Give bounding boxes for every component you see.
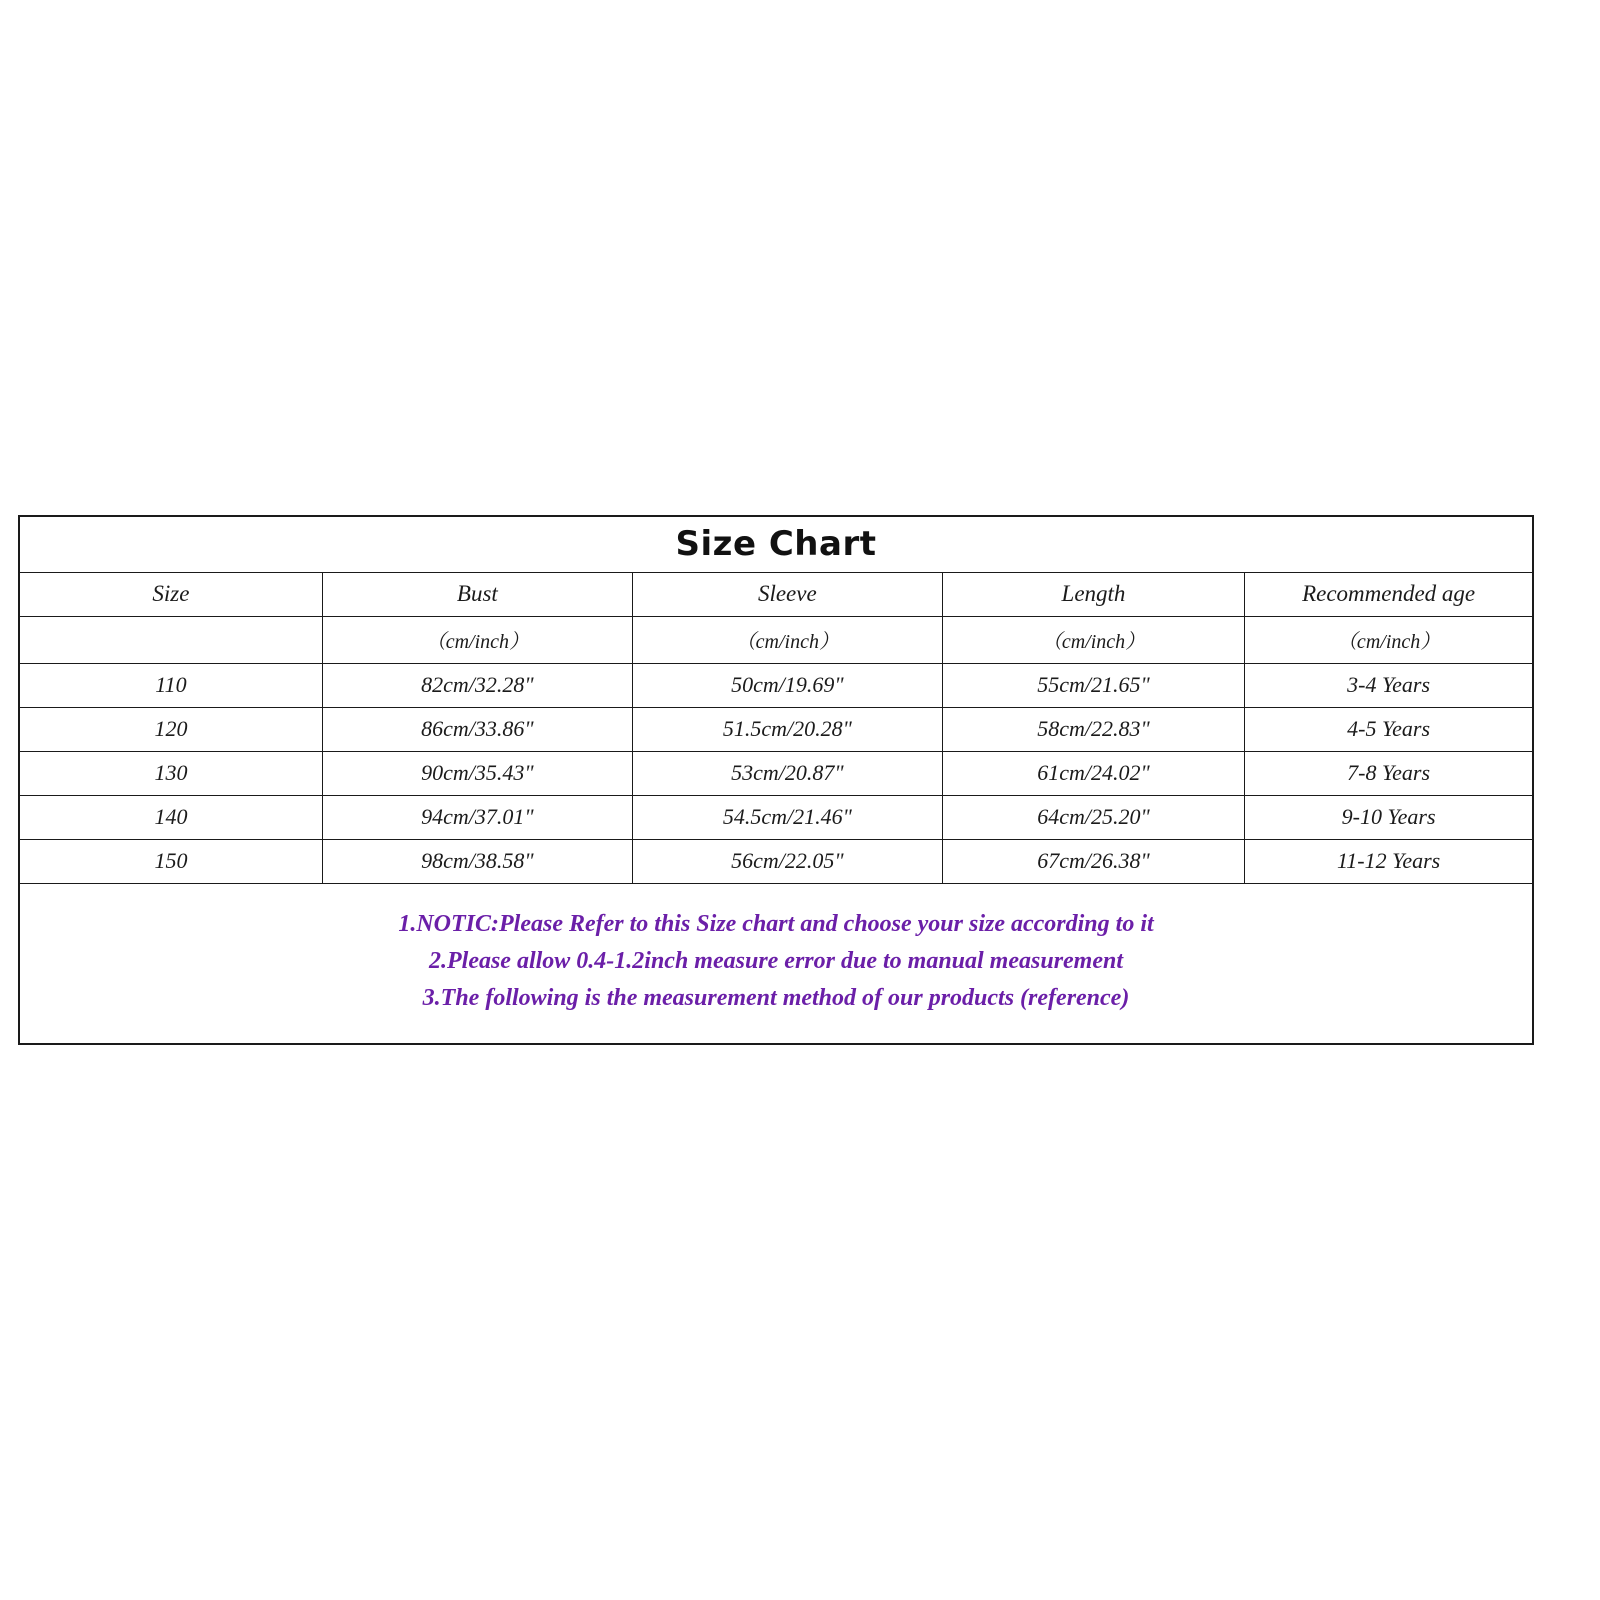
column-header-bust: Bust [322, 572, 632, 616]
table-header-row [20, 572, 1532, 616]
table-row [20, 839, 1532, 883]
column-header-sleeve: Sleeve [632, 572, 942, 616]
cell-length: 61cm/24.02" [942, 751, 1244, 795]
cell-sleeve: 50cm/19.69" [632, 663, 942, 707]
cell-size: 130 [20, 751, 322, 795]
cell-recommended-age: 9-10 Years [1245, 795, 1532, 839]
cell-recommended-age: 11-12 Years [1245, 839, 1532, 883]
cell-sleeve: 53cm/20.87" [632, 751, 942, 795]
cell-recommended-age: 4-5 Years [1245, 707, 1532, 751]
cell-length: 64cm/25.20" [942, 795, 1244, 839]
table-row [20, 707, 1532, 751]
cell-recommended-age: 3-4 Years [1245, 663, 1532, 707]
cell-sleeve: 54.5cm/21.46" [632, 795, 942, 839]
column-header-size: Size [20, 572, 322, 616]
units-bust: （cm/inch） [322, 616, 632, 663]
note-line-1: 1.NOTIC:Please Refer to this Size chart and choose your size according to it [398, 910, 1154, 937]
cell-length: 67cm/26.38" [942, 839, 1244, 883]
cell-sleeve: 56cm/22.05" [632, 839, 942, 883]
cell-size: 140 [20, 795, 322, 839]
size-chart-table [20, 572, 1532, 884]
note-line-2: 2.Please allow 0.4-1.2inch measure error due to manual measurement [428, 947, 1124, 974]
cell-length: 58cm/22.83" [942, 707, 1244, 751]
table-row [20, 751, 1532, 795]
notes-block [20, 884, 1532, 1044]
cell-bust: 90cm/35.43" [322, 751, 632, 795]
cell-size: 110 [20, 663, 322, 707]
table-row [20, 795, 1532, 839]
column-header-recommended-age: Recommended age [1245, 572, 1532, 616]
table-units-row [20, 616, 1532, 663]
size-chart-card [18, 515, 1534, 1045]
page-title: Size Chart [675, 524, 877, 564]
units-length: （cm/inch） [942, 616, 1244, 663]
cell-size: 120 [20, 707, 322, 751]
column-header-length: Length [942, 572, 1244, 616]
table-row [20, 663, 1532, 707]
cell-bust: 86cm/33.86" [322, 707, 632, 751]
cell-bust: 98cm/38.58" [322, 839, 632, 883]
units-size [20, 616, 322, 663]
cell-bust: 82cm/32.28" [322, 663, 632, 707]
cell-length: 55cm/21.65" [942, 663, 1244, 707]
cell-recommended-age: 7-8 Years [1245, 751, 1532, 795]
note-line-3: 3.The following is the measurement method of our products (reference) [422, 985, 1130, 1012]
cell-sleeve: 51.5cm/20.28" [632, 707, 942, 751]
units-sleeve: （cm/inch） [632, 616, 942, 663]
cell-bust: 94cm/37.01" [322, 795, 632, 839]
cell-size: 150 [20, 839, 322, 883]
units-recommended-age: （cm/inch） [1245, 616, 1532, 663]
